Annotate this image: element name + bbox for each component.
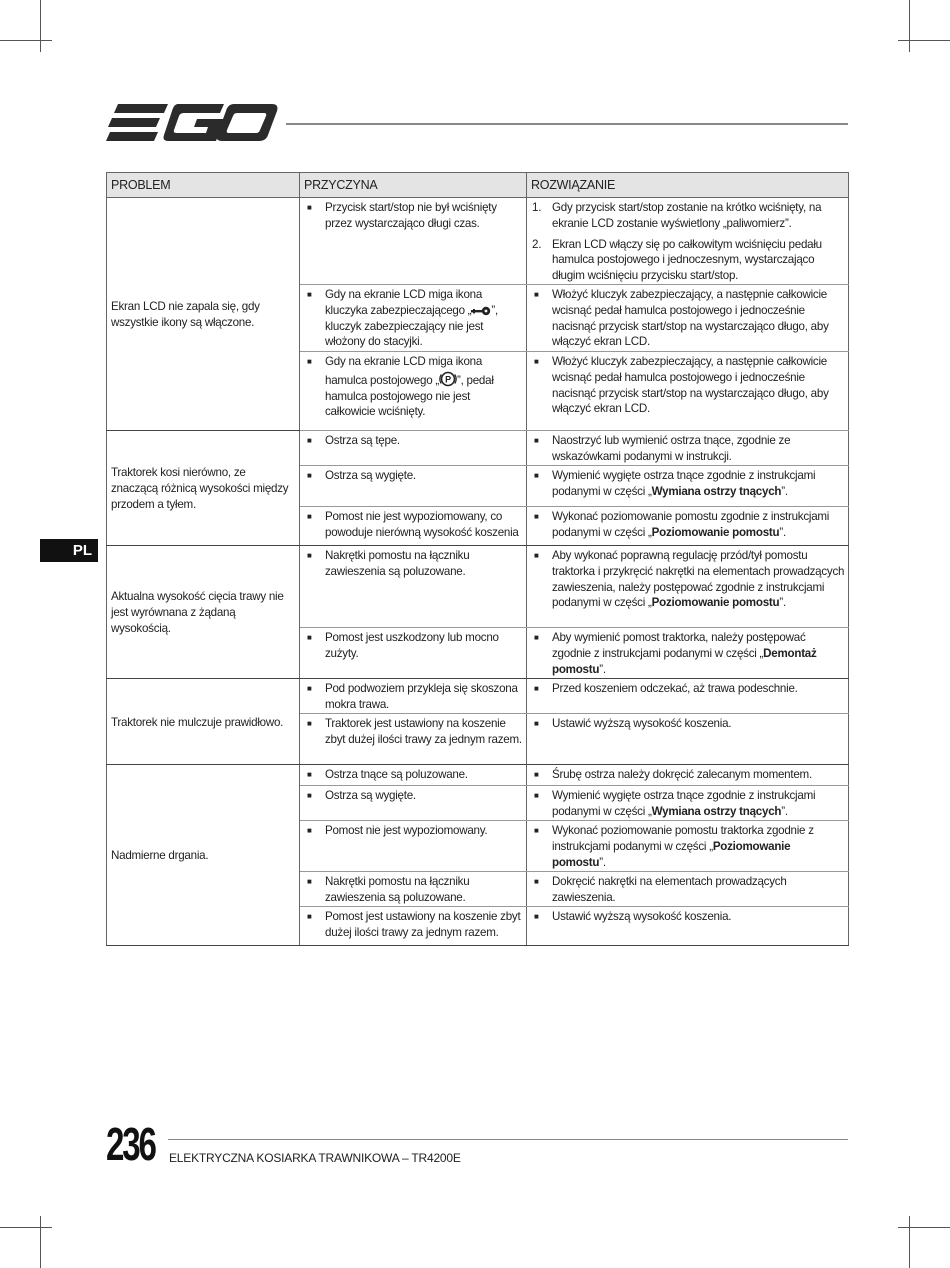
cause-cell bbox=[300, 507, 527, 546]
solution-text bbox=[531, 509, 845, 541]
crop-mark bbox=[898, 1227, 950, 1228]
solution-cell bbox=[527, 285, 849, 352]
cause-text: ■ Ostrza są wygięte. bbox=[304, 788, 523, 804]
section-reference: Wymiana ostrzy tnących bbox=[651, 804, 782, 818]
problem-cell: Nadmierne drgania. bbox=[107, 765, 300, 946]
solution-cell bbox=[527, 714, 849, 765]
section-reference: Poziomowanie pomostu bbox=[552, 839, 791, 869]
crop-mark bbox=[909, 0, 910, 52]
troubleshooting-table bbox=[106, 172, 849, 946]
cause-text: ■ Ostrza są wygięte. bbox=[304, 468, 523, 484]
cause-text: ■ Nakrętki pomostu na łączniku zawieszenia są poluzowane. bbox=[304, 548, 523, 580]
solution-text: ■ Ustawić wyższą wysokość koszenia. bbox=[531, 909, 845, 925]
solution-text bbox=[531, 788, 845, 820]
text-part: ”. bbox=[599, 855, 606, 869]
cause-text: ■ Pomost jest ustawiony na koszenie zbyt dużej ilości trawy za jednym razem. bbox=[304, 909, 523, 941]
solution-cell bbox=[527, 821, 849, 872]
problem-cell: Ekran LCD nie zapala się, gdy wszystkie ikony są włączone. bbox=[107, 198, 300, 431]
cause-cell bbox=[300, 872, 527, 907]
cause-cell bbox=[300, 198, 527, 285]
cause-cell bbox=[300, 352, 527, 431]
cause-text: ■ Przycisk start/stop nie był wciśnięty przez wystarczająco długi czas. bbox=[304, 200, 523, 232]
cause-text: ■ Traktorek jest ustawiony na koszenie zbyt dużej ilości trawy za jednym razem. bbox=[304, 716, 523, 748]
problem-cell: Aktualna wysokość cięcia trawy nie jest wyrównana z żądaną wysokością. bbox=[107, 546, 300, 679]
cause-text bbox=[304, 287, 523, 350]
text-part: Wymienić wygięte ostrza tnące zgodnie z instrukcjami podanymi w części „ bbox=[552, 789, 816, 818]
page-number: 236 bbox=[106, 1118, 155, 1170]
cause-cell bbox=[300, 821, 527, 872]
cause-cell bbox=[300, 285, 527, 352]
cause-cell bbox=[300, 628, 527, 679]
language-tab: PL bbox=[40, 539, 98, 562]
footer-rule bbox=[168, 1139, 848, 1140]
solution-text: ■ Przed koszeniem odczekać, aż trawa podeschnie. bbox=[531, 681, 845, 697]
section-reference: Demontaż pomostu bbox=[552, 646, 817, 676]
cause-text: ■ Pomost jest uszkodzony lub mocno zużyty. bbox=[304, 630, 523, 662]
cause-cell bbox=[300, 466, 527, 507]
solution-text: ■ Naostrzyć lub wymienić ostrza tnące, zgodnie ze wskazówkami podanymi w instrukcji. bbox=[531, 433, 845, 465]
header-rule bbox=[286, 123, 848, 125]
crop-mark bbox=[898, 40, 950, 41]
cause-cell bbox=[300, 679, 527, 714]
solution-text: ■ Ustawić wyższą wysokość koszenia. bbox=[531, 716, 845, 732]
parking-brake-icon bbox=[439, 370, 457, 388]
ego-logo bbox=[106, 102, 278, 144]
text-part: Wykonać poziomowanie pomostu traktorka zgodnie z instrukcjami podanymi w części „ bbox=[552, 824, 814, 853]
step-text: Gdy przycisk start/stop zostanie na krótko wciśnięty, na ekranie LCD zostanie wyświetlony „paliwomierz”. bbox=[552, 201, 822, 230]
solution-text: ■ Włożyć kluczyk zabezpieczający, a następnie całkowicie wcisnąć pedał hamulca postojowego i jednocześnie nacisnąć przycisk start/stop na wystarczająco długo, aby włączyć ekran LCD. bbox=[531, 354, 845, 417]
crop-mark bbox=[0, 1227, 52, 1228]
cause-text: ■ Pod podwoziem przykleja się skoszona mokra trawa. bbox=[304, 681, 523, 713]
cause-cell bbox=[300, 786, 527, 821]
table-row bbox=[107, 679, 849, 714]
solution-cell bbox=[527, 352, 849, 431]
text-part: Gdy na ekranie LCD miga ikona kluczyka zabezpieczającego „ bbox=[325, 288, 483, 317]
text-part: ”. bbox=[781, 804, 788, 818]
cause-text: ■ Ostrza są tępe. bbox=[304, 433, 523, 449]
cause-text: ■ Nakrętki pomostu na łączniku zawieszenia są poluzowane. bbox=[304, 874, 523, 906]
cause-text: ■ Pomost nie jest wypoziomowany. bbox=[304, 823, 523, 839]
step-number: 1. bbox=[532, 201, 542, 214]
solution-text: ■ Śrubę ostrza należy dokręcić zalecanym momentem. bbox=[531, 767, 845, 783]
text-part: Aby wymienić pomost traktorka, należy postępować zgodnie z instrukcjami podanymi w części „ bbox=[552, 631, 806, 660]
cause-cell bbox=[300, 546, 527, 628]
table-row bbox=[107, 765, 849, 786]
text-part: ”. bbox=[599, 662, 606, 676]
header-problem: PROBLEM bbox=[107, 173, 300, 198]
solution-cell bbox=[527, 546, 849, 628]
solution-cell bbox=[527, 679, 849, 714]
solution-text bbox=[531, 548, 845, 611]
problem-cell: Traktorek nie mulczuje prawidłowo. bbox=[107, 679, 300, 765]
crop-mark bbox=[40, 1216, 41, 1268]
cause-cell bbox=[300, 431, 527, 466]
cause-text: ■ Pomost nie jest wypoziomowany, co powoduje nierówną wysokość koszenia bbox=[304, 509, 523, 541]
solution-cell bbox=[527, 507, 849, 546]
cause-text: ■ Ostrza tnące są poluzowane. bbox=[304, 767, 523, 783]
solution-cell bbox=[527, 872, 849, 907]
section-reference: Poziomowanie pomostu bbox=[651, 596, 780, 610]
solution-cell bbox=[527, 628, 849, 679]
cause-cell bbox=[300, 714, 527, 765]
step-text: Ekran LCD włączy się po całkowitym wciśnięciu pedału hamulca postojowego i jednoczesnym, wystarczająco długim wciśnięciu przycisku start/stop. bbox=[552, 237, 822, 283]
text-part: ”. bbox=[781, 484, 788, 498]
text-part: ”. bbox=[779, 596, 786, 610]
key-icon bbox=[471, 306, 491, 316]
table-row bbox=[107, 198, 849, 285]
solution-text bbox=[531, 823, 845, 870]
crop-mark bbox=[0, 40, 52, 41]
solution-text: ■ Włożyć kluczyk zabezpieczający, a następnie całkowicie wcisnąć pedał hamulca postojowego i jednocześnie nacisnąć przycisk start/stop na wystarczająco długo, aby włączyć ekran LCD. bbox=[531, 287, 845, 350]
problem-cell: Traktorek kosi nierówno, ze znaczącą różnicą wysokości między przodem a tyłem. bbox=[107, 431, 300, 546]
solution-text: ■ Dokręcić nakrętki na elementach prowadzących zawieszenia. bbox=[531, 874, 845, 906]
cause-cell bbox=[300, 907, 527, 946]
table-row bbox=[107, 431, 849, 466]
text-part: ”. bbox=[779, 525, 786, 539]
text-part: Gdy na ekranie LCD miga ikona hamulca postojowego „ bbox=[325, 355, 483, 387]
solution-cell bbox=[527, 786, 849, 821]
solution-cell bbox=[527, 431, 849, 466]
header-cause: PRZYCZYNA bbox=[300, 173, 527, 198]
solution-cell bbox=[527, 907, 849, 946]
cause-text bbox=[304, 354, 523, 420]
text-part: Aby wykonać poprawną regulację przód/tył pomostu traktorka i przykręcić nakrętki na elementach prowadzących zawieszenia, należy postępować zgodnie z instrukcjami podanymi w części „ bbox=[552, 549, 845, 610]
cause-cell bbox=[300, 765, 527, 786]
table-header-row bbox=[107, 173, 849, 198]
solution-cell bbox=[527, 198, 849, 285]
svg-text:P: P bbox=[445, 374, 451, 385]
solution-cell bbox=[527, 466, 849, 507]
header-solution: ROZWIĄZANIE bbox=[527, 173, 849, 198]
solution-step bbox=[531, 237, 845, 284]
text-part: Wykonać poziomowanie pomostu zgodnie z instrukcjami podanymi w części „ bbox=[552, 510, 830, 539]
text-part: ”, pedał hamulca postojowego nie jest całkowicie wciśnięty. bbox=[325, 373, 494, 419]
crop-mark bbox=[40, 0, 41, 52]
section-reference: Wymiana ostrzy tnących bbox=[651, 484, 782, 498]
section-reference: Poziomowanie pomostu bbox=[651, 525, 780, 539]
step-number: 2. bbox=[532, 237, 542, 251]
table-row bbox=[107, 546, 849, 628]
solution-cell bbox=[527, 765, 849, 786]
text-part: ”, kluczyk zabezpieczający nie jest włożony do stacyjki. bbox=[325, 303, 498, 349]
solution-step bbox=[531, 200, 845, 232]
footer-title: ELEKTRYCZNA KOSIARKA TRAWNIKOWA – TR4200E bbox=[169, 1151, 461, 1165]
solution-text bbox=[531, 468, 845, 500]
text-part: Wymienić wygięte ostrza tnące zgodnie z instrukcjami podanymi w części „ bbox=[552, 469, 816, 498]
solution-text bbox=[531, 630, 845, 677]
crop-mark bbox=[909, 1216, 910, 1268]
